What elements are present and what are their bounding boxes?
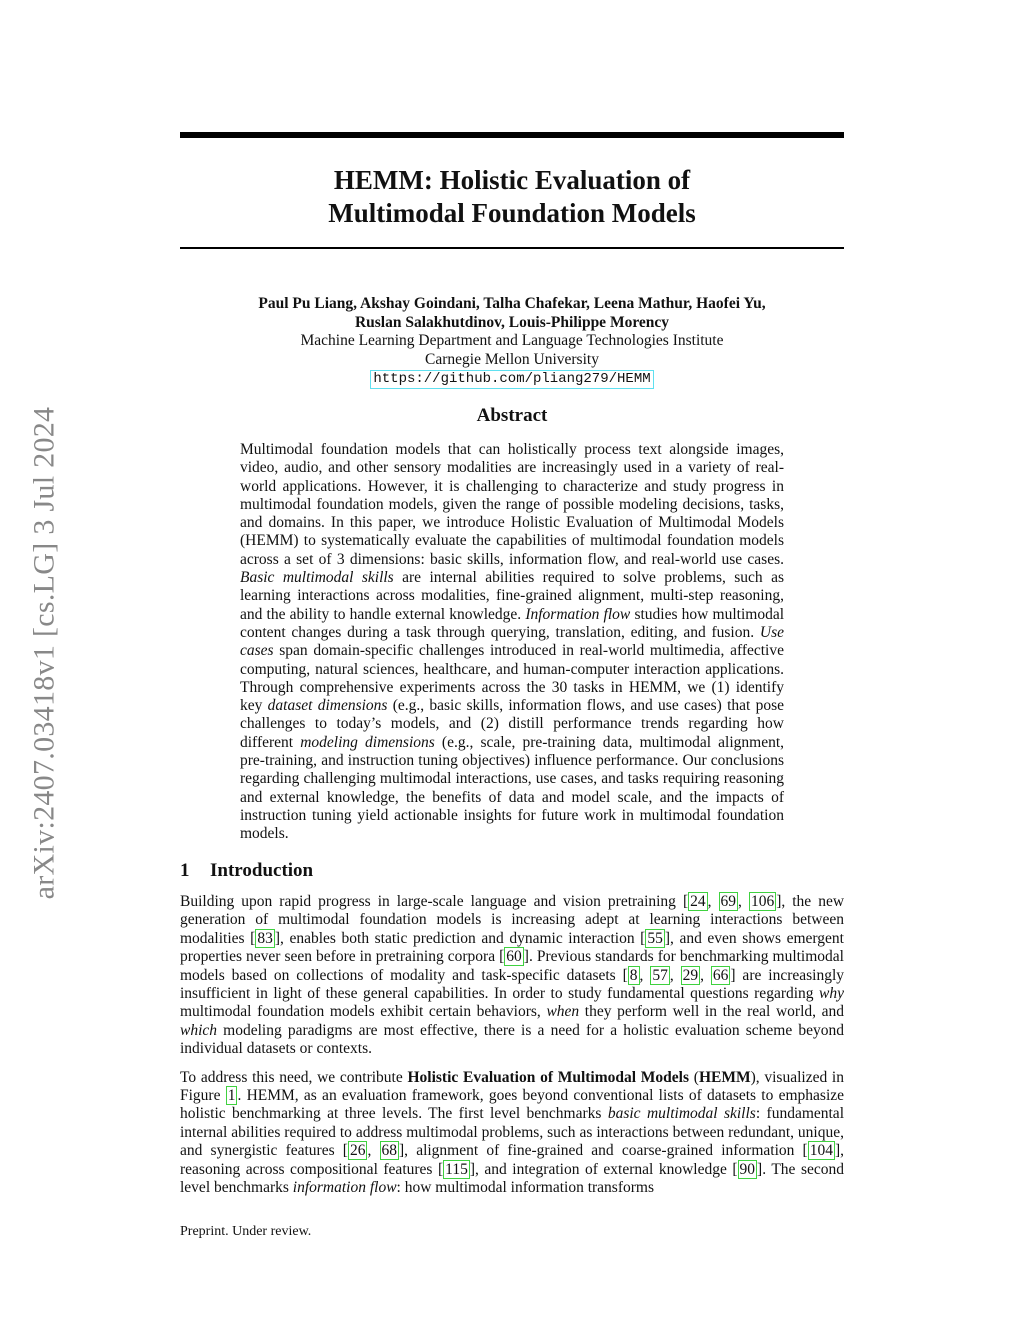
- paper-title: [180, 164, 844, 230]
- text-span: ], and integration of external knowledge [: [469, 1160, 738, 1178]
- text-span: ] are increasingly insufficient in light of these general capabilities. In order to study fundamental questions regarding: [180, 966, 845, 1003]
- citation-link[interactable]: 66: [712, 966, 729, 984]
- text-emphasis: which: [180, 1021, 218, 1039]
- text-span: : fundamental internal abilities required to address multimodal problems, such as interactions between redundant, unique, and synergistic features [: [180, 1105, 844, 1160]
- citation-link[interactable]: 8: [629, 966, 638, 984]
- text-span: Building upon rapid progress in large-scale language and vision pretraining [: [180, 893, 689, 910]
- text-span: (: [689, 1068, 699, 1086]
- section-title: Introduction: [210, 860, 314, 881]
- abstract-span: are internal abilities required to solve problems, such as learning interactions across modalities, fine-grained alignment, multi-step reasoning, and the ability to handle external knowledge.: [240, 569, 784, 623]
- citation-link[interactable]: 26: [349, 1142, 366, 1160]
- abstract-span: (e.g., scale, pre-training data, multimodal alignment, pre-training, and instruction tuning objectives) influence performance. Our conclusions regarding challenging multimodal interactions, use cases, and tasks requiring reasoning and external knowledge, the benefits of data and model scale, and the impacts of instruction tuning yield actionable insights for future work in multimodal foundation models.: [240, 733, 785, 843]
- citation-link[interactable]: 68: [381, 1142, 397, 1160]
- arxiv-identifier-text: arXiv:2407.03418v1 [cs.LG] 3 Jul 2024: [27, 406, 60, 900]
- citation-link[interactable]: 60: [506, 948, 522, 966]
- affiliation-university: Carnegie Mellon University: [425, 350, 599, 368]
- citation-link[interactable]: 29: [682, 966, 699, 984]
- author-names-line-2: Ruslan Salakhutdinov, Louis-Philippe Morency: [354, 313, 670, 331]
- introduction-body: [180, 893, 844, 1208]
- citation-link[interactable]: 57: [652, 966, 668, 984]
- text-span: . HEMM, as an evaluation framework, goes beyond conventional lists of datasets to emphasize holistic benchmarking at three levels. The first level benchmarks: [180, 1087, 845, 1123]
- title-line-1: HEMM: Holistic Evaluation of: [333, 165, 691, 195]
- author-names-line-1: Paul Pu Liang, Akshay Goindani, Talha Chafekar, Leena Mathur, Haofei Yu,: [258, 295, 766, 312]
- abstract-span: studies how multimodal content changes during a task through querying, translation, editing, and fusion.: [240, 605, 785, 641]
- section-heading-introduction: [180, 860, 313, 882]
- introduction-paragraph-2: To address this need, we contribute Holistic Evaluation of Multimodal Models (HEMM), visualized in Figure 1 . HEMM, as an evaluation framework, goes beyond conventional lists of datasets to emphasize holistic benchmarking at three levels. The first level benchmarks basic multimodal skills: fundamental internal abilities required to address multimodal problems, such as interactions between redundant, unique, and synergistic features [ 26 , 68 ], alignment of fine-grained and coarse-grained information [ 104 ], reasoning across compositional features [ 115 ], and integration of external knowledge [ 90 ]. The second level benchmarks information flow: how multimodal information transforms: [180, 1068, 845, 1197]
- affiliation-department: Machine Learning Department and Language Technologies Institute: [300, 332, 724, 349]
- abstract-emphasis: modeling dimensions: [300, 733, 435, 751]
- text-span: ], and even shows emergent properties never seen before in pretraining corpora [: [180, 929, 844, 966]
- citation-link[interactable]: 104: [809, 1142, 833, 1160]
- text-span: ], alignment of fine-grained and coarse-grained information [: [399, 1142, 808, 1160]
- citation-link[interactable]: 90: [739, 1160, 756, 1178]
- text-span: ], enables both static prediction and dynamic interaction [: [274, 929, 646, 947]
- text-span: ]. Previous standards for benchmarking multimodal models based on collections of modality and task-specific datasets [: [180, 948, 844, 984]
- abstract-emphasis: Information flow: [525, 605, 631, 623]
- text-emphasis: why: [819, 985, 844, 1003]
- abstract-emphasis: Basic multimodal skills: [240, 569, 394, 587]
- title-bottom-rule: [180, 247, 844, 249]
- text-span: : how multimodal information transforms: [396, 1179, 654, 1197]
- text-emphasis: basic multimodal skills: [607, 1105, 756, 1123]
- abstract-span: span domain-specific challenges introduced in real-world multimedia, affective computing, natural sciences, healthcare, and human-computer interaction applications. Through comprehensive experiments across the 30 tasks in HEMM, we (1) identify key: [240, 642, 784, 715]
- github-link[interactable]: https://github.com/pliang279/HEMM: [370, 370, 653, 389]
- arxiv-identifier-stamp: [4, 375, 84, 931]
- citation-link[interactable]: 24: [690, 893, 706, 910]
- figure-link[interactable]: 1: [227, 1087, 236, 1105]
- title-top-rule: [180, 132, 844, 138]
- citation-link[interactable]: 69: [720, 893, 737, 910]
- text-span: ]. The second level benchmarks: [180, 1160, 844, 1197]
- abstract-emphasis: dataset dimensions: [267, 697, 388, 715]
- text-span: multimodal foundation models exhibit certain behaviors,: [180, 1003, 547, 1021]
- page-footer: Preprint. Under review.: [180, 1224, 312, 1239]
- abstract-span: Multimodal foundation models that can holistically process text alongside images, video, audio, and other sensory modalities are increasingly used in a variety of real-world applications. However, it is challenging to characterize and study progress in multimodal foundation models, given the range of possible modeling decisions, tasks, and domains. In this paper, we introduce Holistic Evaluation of Multimodal Models (HEMM) to systematically evaluate the capabilities of multimodal foundation models across a set of 3 dimensions: basic skills, information flow, and real-world use cases.: [240, 441, 784, 568]
- title-line-2: Multimodal Foundation Models: [328, 198, 696, 228]
- text-bold: Holistic Evaluation of Multimodal Models: [407, 1068, 690, 1086]
- text-emphasis: when: [546, 1003, 580, 1021]
- introduction-paragraph-1: Building upon rapid progress in large-scale language and vision pretraining [ 24 , 69 , 106 ], the new generation of multimodal foundation models is increasing adept at learning interactions between modalities [ 83 ], enables both static prediction and dynamic interaction [ 55 ], and even shows emergent properties never seen before in pretraining corpora [ 60 ]. Previous standards for benchmarking multimodal models based on collections of modality and task-specific datasets [ 8 , 57 , 29 , 66 ] are increasingly insufficient in light of these general capabilities. In order to study fundamental questions regarding why multimodal foundation models exhibit certain behaviors, when they perform well in the real world, and which modeling paradigms are most effective, there is a need for a holistic evaluation scheme beyond individual datasets or contexts.: [180, 893, 845, 1058]
- text-bold: HEMM: [698, 1068, 751, 1086]
- text-span: ], reasoning across compositional features [: [180, 1142, 845, 1178]
- text-span: modeling paradigms are most effective, there is a need for a holistic evaluation scheme beyond individual datasets or contexts.: [180, 1021, 844, 1058]
- citation-link[interactable]: 83: [257, 929, 273, 947]
- text-span: ], the new generation of multimodal foundation models is increasing adept at learning interactions between modalities [: [180, 893, 845, 947]
- abstract-text: [240, 441, 784, 844]
- text-span: To address this need, we contribute: [180, 1068, 408, 1086]
- abstract-heading: Abstract: [476, 405, 548, 426]
- citation-link[interactable]: 55: [647, 929, 663, 947]
- text-emphasis: information flow: [292, 1179, 397, 1197]
- abstract-emphasis: Use cases: [240, 623, 784, 660]
- abstract-span: (e.g., basic skills, information flows, and use cases) that pose challenges to today’s models, and (2) distill performance trends regarding how different: [240, 697, 784, 751]
- text-span: they perform well in the real world, and: [579, 1003, 844, 1021]
- text-span: ), visualized in Figure: [180, 1068, 844, 1105]
- citation-link[interactable]: 106: [750, 893, 775, 910]
- citation-link[interactable]: 115: [445, 1160, 468, 1178]
- author-block: [180, 295, 844, 389]
- section-number: 1: [180, 860, 190, 881]
